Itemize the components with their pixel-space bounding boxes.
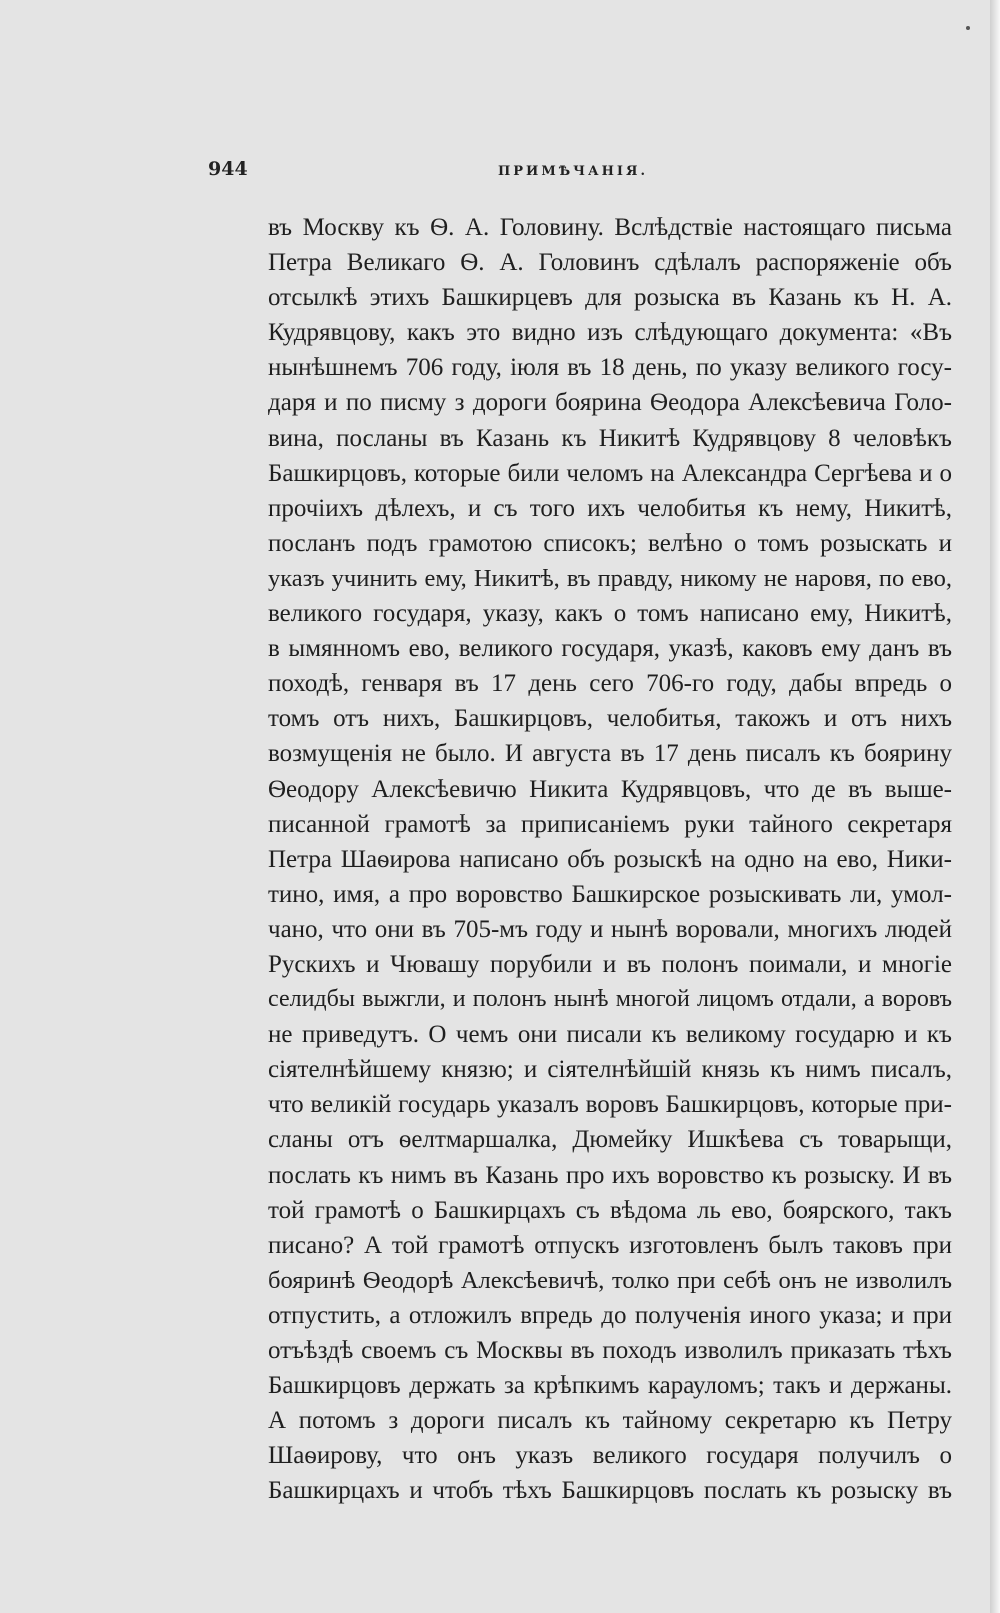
text-line: Петра Великаго Ѳ. А. Головинъ сдѣлалъ распоряженіе объ	[268, 249, 952, 277]
text-line: возмущенія не было. И августа въ 17 день писалъ къ боярину	[268, 740, 952, 768]
text-line: сіятелнѣйшему князю; и сіятелнѣйшій князь къ нимъ писалъ,	[268, 1056, 952, 1084]
text-line: тино, имя, а про воровство Башкирское розыскивать ли, умол-	[268, 880, 952, 908]
text-line: в ымянномъ ево, великого государя, указѣ, каковъ ему данъ въ	[268, 635, 952, 663]
text-line: бояринѣ Ѳеодорѣ Алексѣевичѣ, толко при себѣ онъ не изволилъ	[268, 1266, 952, 1294]
text-line: томъ отъ нихъ, Башкирцовъ, челобитья, такожъ и отъ нихъ	[268, 705, 952, 733]
text-line: той грамотѣ о Башкирцахъ съ вѣдома ль ево, боярского, такъ	[268, 1196, 952, 1224]
text-line: походѣ, генваря въ 17 день сего 706-го году, дабы впредь о	[268, 670, 952, 698]
text-line: указъ учинить ему, Никитѣ, въ правду, никому не наровя, по ево,	[268, 564, 952, 592]
text-line: отсылкѣ этихъ Башкирцевъ для розыска въ Казань къ Н. А.	[268, 284, 952, 312]
text-line: Башкирцовъ держать за крѣпкимъ карауломъ; такъ и держаны.	[268, 1372, 952, 1400]
ink-speck	[966, 26, 970, 30]
running-head: ПРИМѢЧАНІЯ.	[498, 164, 648, 179]
text-line: Башкирцовъ, которые били челомъ на Александра Сергѣева и о	[268, 459, 952, 487]
text-line: отъѣздѣ своемъ съ Москвы въ походъ изволилъ приказать тѣхъ	[268, 1337, 952, 1364]
text-line: посланъ подъ грамотою списокъ; велѣно о томъ розыскать и	[268, 529, 952, 557]
text-line: сланы отъ ѳелтмаршалка, Дюмейку Ишкѣева съ товарыщи,	[268, 1126, 952, 1154]
text-line: Петра Шаѳирова написано объ розыскѣ на одно на ево, Ники-	[268, 845, 952, 873]
text-line: даря и по писму з дороги боярина Ѳеодора Алексѣевича Голо-	[268, 389, 952, 417]
text-line: писанной грамотѣ за приписаніемъ руки тайного секретаря	[268, 810, 952, 838]
text-line: отпустить, а отложилъ впредь до полученія иного указа; и при	[268, 1301, 952, 1329]
text-line: что великій государь указалъ воровъ Башкирцовъ, которые при-	[268, 1091, 952, 1119]
page-header	[208, 158, 948, 188]
text-line: чано, что они въ 705-мъ году и нынѣ воровали, многихъ людей	[268, 915, 952, 943]
text-line: вина, посланы въ Казань къ Никитѣ Кудрявцову 8 человѣкъ	[268, 424, 952, 452]
text-line: великого государя, указу, какъ о томъ написано ему, Никитѣ,	[268, 600, 952, 628]
text-line: не приведутъ. О чемъ они писали къ великому государю и къ	[268, 1021, 952, 1049]
text-line: Кудрявцову, какъ это видно изъ слѣдующаго документа: «Въ	[268, 319, 952, 347]
page-number: 944	[208, 158, 248, 180]
text-line: селидбы выжгли, и полонъ нынѣ многой лицомъ отдали, а воровъ	[268, 986, 952, 1013]
text-line: Ѳеодору Алексѣевичю Никита Кудрявцовъ, что де въ выше-	[268, 775, 952, 803]
text-line: Шаѳирову, что онъ указъ великого государя получилъ о	[268, 1442, 952, 1470]
text-line: послать къ нимъ въ Казань про ихъ воровство къ розыску. И въ	[268, 1161, 952, 1189]
text-line: въ Москву къ Ѳ. А. Головину. Вслѣдствіе настоящаго письма	[268, 214, 952, 241]
text-line: А потомъ з дороги писалъ къ тайному секретарю къ Петру	[268, 1407, 952, 1435]
body-text	[268, 210, 952, 1508]
text-line: Башкирцахъ и чтобъ тѣхъ Башкирцовъ послать къ розыску въ	[268, 1477, 952, 1505]
text-line: нынѣшнемъ 706 году, іюля въ 18 день, по указу великого госу-	[268, 354, 952, 382]
text-line: прочіихъ дѣлехъ, и съ того ихъ челобитья къ нему, Никитѣ,	[268, 494, 952, 522]
text-line: писано? А той грамотѣ отпускъ изготовленъ былъ таковъ при	[268, 1231, 952, 1259]
page-edge	[990, 0, 1000, 1613]
text-line: Рускихъ и Чювашу порубили и въ полонъ поимали, и многіе	[268, 950, 952, 978]
